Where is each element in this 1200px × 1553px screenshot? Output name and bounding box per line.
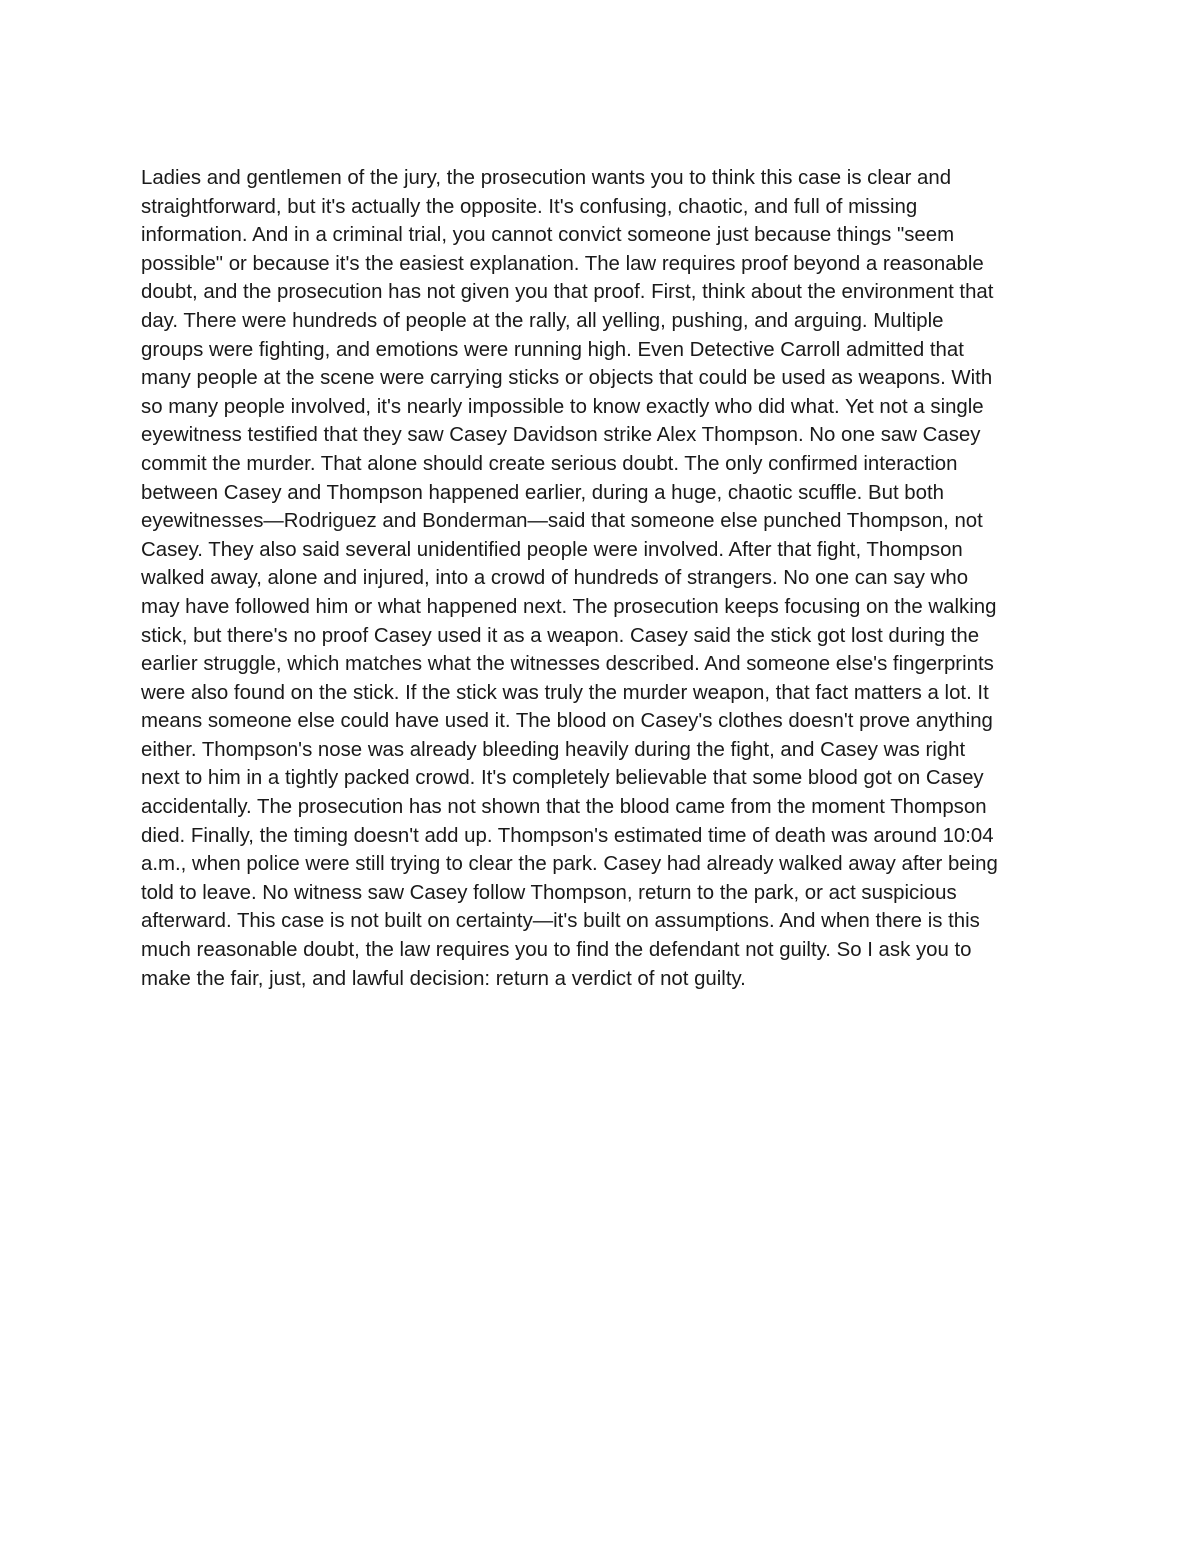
text-line: doubt, and the prosecution has not given you that proof. First, think about the environment that <box>141 281 994 304</box>
text-line: straightforward, but it's actually the opposite. It's confusing, chaotic, and full of missing <box>141 195 918 218</box>
text-line: means someone else could have used it. The blood on Casey's clothes doesn't prove anything <box>141 710 993 733</box>
text-line: were also found on the stick. If the stick was truly the murder weapon, that fact matters a lot. It <box>141 681 989 704</box>
text-line: eyewitnesses—Rodriguez and Bonderman—said that someone else punched Thompson, not <box>141 510 983 533</box>
text-line: many people at the scene were carrying sticks or objects that could be used as weapons. With <box>141 367 993 390</box>
text-line: afterward. This case is not built on certainty—it's built on assumptions. And when there is this <box>141 910 980 933</box>
text-line: possible" or because it's the easiest explanation. The law requires proof beyond a reasonable <box>141 252 984 275</box>
text-line: may have followed him or what happened next. The prosecution keeps focusing on the walking <box>141 595 997 618</box>
text-line: between Casey and Thompson happened earlier, during a huge, chaotic scuffle. But both <box>141 481 944 504</box>
text-line: day. There were hundreds of people at the rally, all yelling, pushing, and arguing. Multiple <box>141 309 944 332</box>
text-line: groups were fighting, and emotions were running high. Even Detective Carroll admitted that <box>141 338 964 361</box>
text-line: eyewitness testified that they saw Casey Davidson strike Alex Thompson. No one saw Casey <box>141 424 981 447</box>
text-line: walked away, alone and injured, into a crowd of hundreds of strangers. No one can say who <box>141 567 969 590</box>
text-line: next to him in a tightly packed crowd. It's completely believable that some blood got on Casey <box>141 767 984 790</box>
text-line: Ladies and gentlemen of the jury, the prosecution wants you to think this case is clear and <box>141 167 952 189</box>
text-line: commit the murder. That alone should create serious doubt. The only confirmed interaction <box>141 452 958 475</box>
text-line: make the fair, just, and lawful decision: return a verdict of not guilty. <box>141 967 746 990</box>
text-line: died. Finally, the timing doesn't add up. Thompson's estimated time of death was around 10:04 <box>141 824 994 847</box>
text-line: a.m., when police were still trying to clear the park. Casey had already walked away after being <box>141 853 998 876</box>
text-line: stick, but there's no proof Casey used it as a weapon. Casey said the stick got lost during the <box>141 624 980 647</box>
text-line: much reasonable doubt, the law requires you to find the defendant not guilty. So I ask you to <box>141 939 972 962</box>
closing-argument-paragraph <box>141 164 1061 993</box>
text-line: Casey. They also said several unidentified people were involved. After that fight, Thompson <box>141 538 963 561</box>
text-line: information. And in a criminal trial, you cannot convict someone just because things "seem <box>141 224 955 247</box>
text-line: either. Thompson's nose was already bleeding heavily during the fight, and Casey was right <box>141 738 966 761</box>
text-line: accidentally. The prosecution has not shown that the blood came from the moment Thompson <box>141 796 987 819</box>
text-line: so many people involved, it's nearly impossible to know exactly who did what. Yet not a single <box>141 395 984 418</box>
text-line: earlier struggle, which matches what the witnesses described. And someone else's fingerprints <box>141 653 994 676</box>
text-line: told to leave. No witness saw Casey follow Thompson, return to the park, or act suspicious <box>141 881 957 904</box>
